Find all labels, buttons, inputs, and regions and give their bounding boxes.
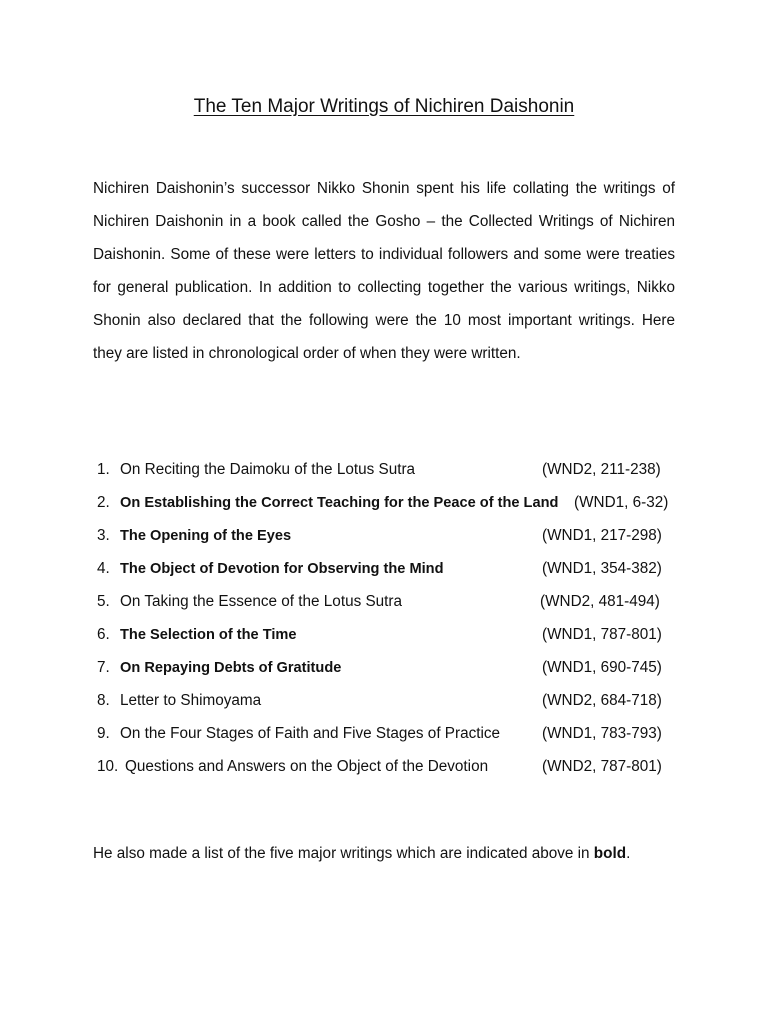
writing-reference: (WND1, 6-32) [574,494,669,511]
writing-item [97,621,697,654]
writing-title: On Reciting the Daimoku of the Lotus Sutra [120,461,416,478]
closing-emphasis: bold [593,845,627,862]
writing-item [97,720,697,753]
writing-title: The Object of Devotion for Observing the Mind [120,561,444,577]
writing-item [97,555,697,588]
writing-number: 4. [97,560,110,577]
writing-item [97,456,697,489]
writing-title: On Taking the Essence of the Lotus Sutra [120,593,403,610]
closing-end: . [626,845,631,862]
writing-number: 6. [97,626,110,643]
writing-number: 10. [97,758,119,775]
intro-paragraph: Nichiren Daishonin’s successor Nikko Shonin spent his life collating the writings of Nichiren Daishonin in a book called the Gosho – the Collected Writings of Nichiren Daishonin. Some of these were letters to individual followers and some were treaties for general publication. In addition to collecting together the various writings, Nikko Shonin also declared that the following were the 10 most important writings. Here they are listed in chronological order of when they were written. [93,180,675,362]
writing-item [97,687,697,720]
writings-list [97,456,697,786]
writing-title: On the Four Stages of Faith and Five Stages of Practice [120,725,501,742]
writing-reference: (WND1, 690-745) [542,659,662,676]
writing-reference: (WND2, 787-801) [542,758,662,775]
writing-reference: (WND1, 354-382) [542,560,662,577]
writing-number: 5. [97,593,110,610]
writing-title: The Opening of the Eyes [120,528,292,544]
writing-item [97,489,697,522]
writing-reference: (WND1, 783-793) [542,725,662,742]
writing-reference: (WND2, 684-718) [542,692,662,709]
writing-title: Questions and Answers on the Object of the Devotion [125,758,489,775]
writing-item [97,588,697,621]
writing-number: 8. [97,692,110,709]
writing-number: 9. [97,725,110,742]
closing-paragraph [93,840,630,868]
closing-text: He also made a list of the five major writings which are indicated above in [93,845,594,862]
writing-title: The Selection of the Time [120,627,297,643]
writing-title: Letter to Shimoyama [120,692,262,709]
writing-number: 7. [97,659,110,676]
writing-reference: (WND2, 211-238) [542,461,661,478]
writing-reference: (WND2, 481-494) [540,593,660,610]
writing-item [97,654,697,687]
writing-number: 3. [97,527,110,544]
page-title-text: The Ten Major Writings of Nichiren Daishonin [193,96,575,117]
writing-title: On Establishing the Correct Teaching for the Peace of the Land [120,495,559,511]
page-title [0,95,768,119]
writing-number: 2. [97,494,110,511]
writing-item [97,522,697,555]
writing-reference: (WND1, 217-298) [542,527,662,544]
writing-item [97,753,697,786]
writing-title: On Repaying Debts of Gratitude [120,660,342,676]
writing-number: 1. [97,461,110,478]
writing-reference: (WND1, 787-801) [542,626,662,643]
